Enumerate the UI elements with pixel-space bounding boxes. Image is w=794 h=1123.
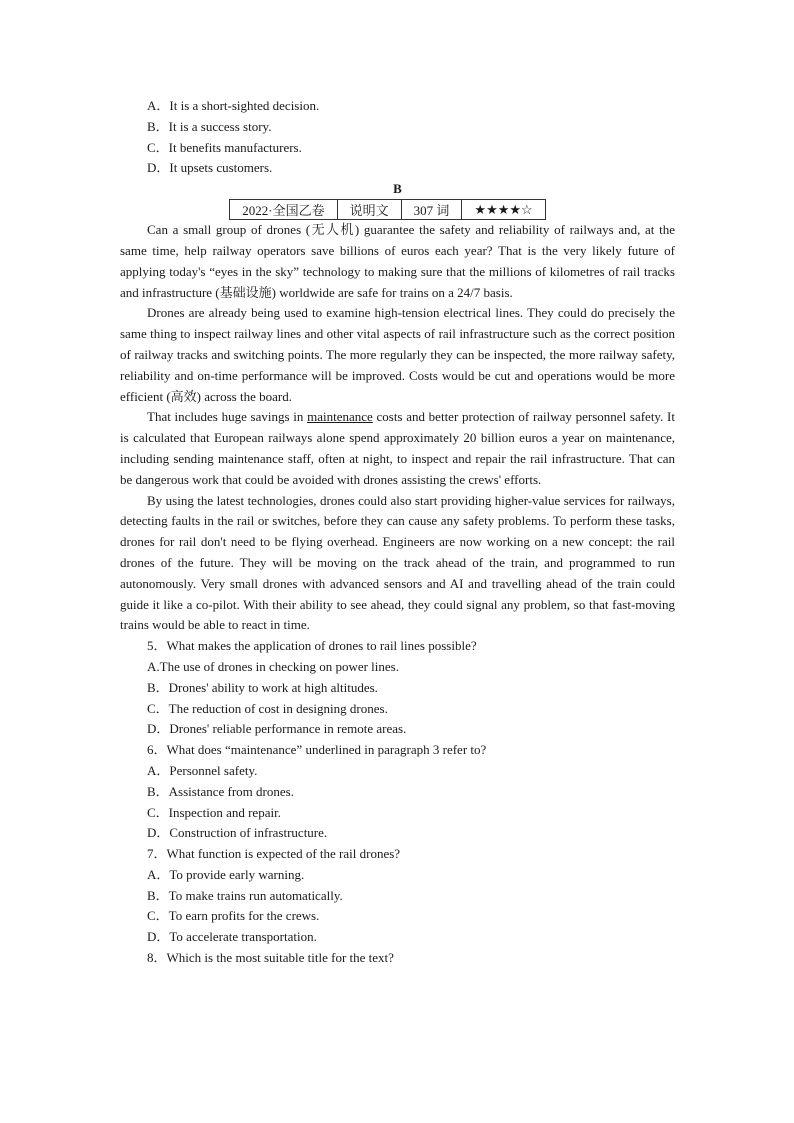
question-6 <box>120 740 675 844</box>
question-8 <box>120 948 675 969</box>
passage <box>120 220 675 636</box>
option-b: B．Drones' ability to work at high altitudes. <box>147 679 378 695</box>
option-b: B．Assistance from drones. <box>147 783 294 799</box>
meta-word-count: 307 词 <box>401 200 462 220</box>
option-d: D．Construction of infrastructure. <box>147 825 328 841</box>
passage-meta-table <box>229 199 545 220</box>
paragraph-3 <box>120 407 675 490</box>
paragraph-3-text-end: costs and better protection of railway personnel safety. It is calculated that European railways alone spend approximately 20 billion euros a year on maintenance, including sending maintenance staff, often at night, to inspect and repair the rail infrastructure. That can be dangerous work that could be avoided with drones assisting the crews' efforts. <box>120 409 675 487</box>
option-c: C．The reduction of cost in designing drones. <box>147 700 388 716</box>
option-c: C．Inspection and repair. <box>147 804 281 820</box>
option-a: A.The use of drones in checking on power lines. <box>147 658 399 674</box>
paragraph-1-text: Can a small group of drones (无人机) guarantee the safety and reliability of railways and, at the same time, help railway operators save billions of euros each year? That is the very likely future of applying today's “eyes in the sky” technology to making sure that the millions of kilometres of rail tracks and infrastructure (基础设施) worldwide are safe for trains on a 24/7 basis. <box>120 222 675 300</box>
option-a: A．To provide early warning. <box>147 866 305 882</box>
option-a: A．Personnel safety. <box>147 762 258 778</box>
option-d: D．To accelerate transportation. <box>147 929 317 945</box>
paragraph-3-text-start: That includes huge savings in <box>147 409 308 425</box>
option-b: B．It is a success story. <box>147 118 272 134</box>
question-stem: 6．What does “maintenance” underlined in paragraph 3 refer to? <box>147 742 487 758</box>
question-stem: 5．What makes the application of drones to rail lines possible? <box>147 638 477 654</box>
paragraph-4-text: By using the latest technologies, drones could also start providing higher-value services for railways, detecting faults in the rail or switches, before they can cause any safety problems. To perform these tasks, drones for rail don't need to be flying overhead. Engineers are now working on a new concept: the rail drones of the future. They will be moving on the track ahead of the train, and programmed to run autonomously. Very small drones with advanced sensors and AI and travelling ahead of the train could guide it like a co-pilot. With their ability to see ahead, they could signal any problem, so that fast-moving trains would be able to react in time. <box>120 492 675 633</box>
option-d: D．It upsets customers. <box>147 160 273 176</box>
option-d: D．Drones' reliable performance in remote areas. <box>147 721 407 737</box>
option-c: C．To earn profits for the crews. <box>147 908 320 924</box>
meta-difficulty-stars: ★★★★☆ <box>462 200 545 220</box>
paragraph-4 <box>120 491 675 637</box>
meta-genre: 说明文 <box>337 200 401 220</box>
option-c: C．It benefits manufacturers. <box>147 139 302 155</box>
paragraph-1 <box>120 220 675 303</box>
paragraph-2-text: Drones are already being used to examine high-tension electrical lines. They could do precisely the same thing to inspect railway lines and other vital aspects of rail infrastructure such as the correct position of railway tracks and switching points. The more regularly they can be inspected, the more railway safety, reliability and on-time performance will be improved. Costs would be cut and operations would be more efficient (高效) across the board. <box>120 305 675 404</box>
option-b: B．To make trains run automatically. <box>147 887 343 903</box>
question-stem: 7．What function is expected of the rail drones? <box>147 846 401 862</box>
section-letter: B <box>393 181 402 197</box>
question-stem: 8．Which is the most suitable title for the text? <box>147 950 394 966</box>
previous-question-options <box>120 96 675 179</box>
meta-source: 2022·全国乙卷 <box>230 200 337 220</box>
question-5 <box>120 636 675 740</box>
question-7 <box>120 844 675 948</box>
questions <box>120 636 675 969</box>
document-page <box>120 96 675 969</box>
option-a: A．It is a short-sighted decision. <box>147 98 320 113</box>
paragraph-2 <box>120 303 675 407</box>
underlined-word: maintenance <box>307 409 373 425</box>
